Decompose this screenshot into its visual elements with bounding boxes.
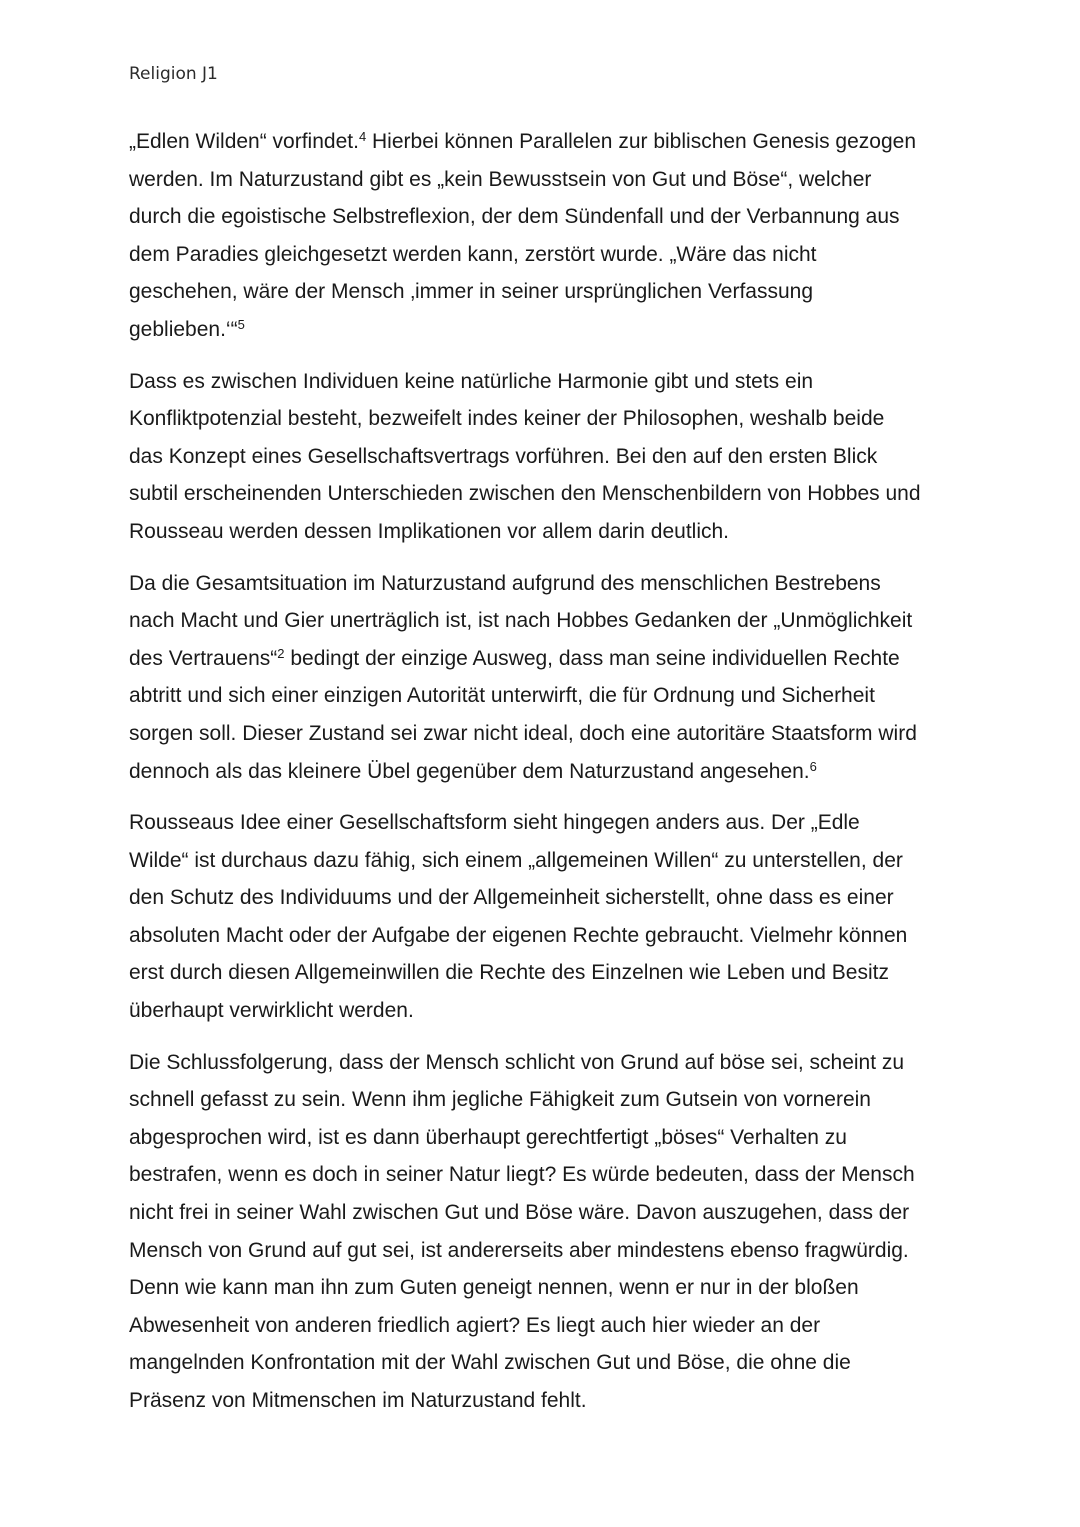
line-text: Mensch von Grund auf gut sei, ist andererseits aber mindestens ebenso fragwürdig. [129,1238,909,1262]
text-line [129,961,889,984]
line-text: Präsenz von Mitmenschen im Naturzustand fehlt. [129,1389,587,1412]
line-text: „Edlen Wilden“ vorfindet. [129,130,359,153]
line-text: absoluten Macht oder der Aufgabe der eigenen Rechte gebraucht. Vielmehr können [129,923,908,947]
footnote-marker: 5 [237,316,245,332]
line-text: Die Schlussfolgerung, dass der Mensch schlicht von Grund auf böse sei, scheint zu [129,1050,905,1074]
text-line [129,318,245,341]
text-line [129,168,871,191]
line-text: nicht frei in seiner Wahl zwischen Gut und Böse wäre. Davon auszugehen, dass der [129,1201,910,1225]
footnote-marker: 6 [809,758,817,774]
line-text: das Konzept eines Gesellschaftsvertrags vorführen. Bei den auf den ersten Blick [129,444,878,468]
line-text: werden. Im Naturzustand gibt es „kein Bewusstsein von Gut und Böse“, welcher [129,167,872,191]
text-line [129,647,900,670]
text-line [129,760,817,783]
footnote-marker: 4 [358,129,367,144]
line-text: Konfliktpotenzial besteht, bezweifelt indes keiner der Philosophen, weshalb beide [129,407,885,431]
text-line [129,1201,909,1224]
document-body [129,123,959,1434]
text-line [129,520,729,543]
text-line [129,1351,851,1374]
text-line [129,1163,915,1186]
line-text: überhaupt verwirklicht werden. [129,999,414,1023]
line-text: abtritt und sich einer einzigen Autorität unterwirft, die für Ordnung und Sicherheit [129,684,875,708]
line-text: geschehen, wäre der Mensch ‚immer in seiner ursprünglichen Verfassung [129,280,814,304]
line-text: dem Paradies gleichgesetzt werden kann, zerstört wurde. „Wäre das nicht [129,242,817,266]
line-text: subtil erscheinenden Unterschieden zwischen den Menschenbildern von Hobbes und [129,482,921,506]
text-line [129,722,917,745]
text-line [129,1088,871,1111]
text-line [129,924,907,947]
line-text: des Vertrauens“ [129,646,278,670]
line-text: Da die Gesamtsituation im Naturzustand aufgrund des menschlichen Bestrebens [129,571,881,595]
text-line [129,572,881,595]
text-line [129,1276,859,1299]
line-text-continued: Hierbei können Parallelen zur biblischen Genesis gezogen [366,130,917,153]
text-line [129,280,813,303]
paragraph [129,363,959,551]
footnote-marker: 2 [277,645,285,661]
text-line [129,370,813,393]
text-line [129,609,912,632]
paragraph [129,1044,959,1420]
text-line [129,243,817,266]
text-line [129,205,900,228]
text-line [129,407,884,430]
text-line [129,811,860,834]
text-line [129,130,916,153]
line-text-continued: bedingt der einzige Ausweg, dass man seine individuellen Rechte [284,646,900,670]
line-text: nach Macht und Gier unerträglich ist, ist nach Hobbes Gedanken der „Unmöglichkeit [129,609,913,633]
text-line [129,1051,904,1074]
line-text: Wilde“ ist durchaus dazu fähig, sich einem „allgemeinen Willen“ zu unterstellen, der [129,848,903,872]
text-line [129,1239,909,1262]
line-text: erst durch diesen Allgemeinwillen die Rechte des Einzelnen wie Leben und Besitz [129,961,889,985]
line-text: schnell gefasst zu sein. Wenn ihm jegliche Fähigkeit zum Gutsein von vornerein [129,1088,871,1112]
line-text: sorgen soll. Dieser Zustand sei zwar nicht ideal, doch eine autoritäre Staatsform wird [129,721,917,745]
line-text: Rousseau werden dessen Implikationen vor allem darin deutlich. [129,519,729,543]
text-line [129,1314,820,1337]
line-text: durch die egoistische Selbstreflexion, der dem Sündenfall und der Verbannung aus [129,205,900,229]
paragraph [129,565,959,791]
paragraph [129,804,959,1030]
paragraph [129,123,959,349]
text-line [129,999,414,1022]
text-line [129,482,921,505]
text-line [129,886,894,909]
text-line [129,445,877,468]
line-text: Denn wie kann man ihn zum Guten geneigt nennen, wenn er nur in der bloßen [129,1276,859,1300]
line-text: geblieben.‘“ [129,317,238,341]
text-line [129,849,903,872]
line-text: mangelnden Konfrontation mit der Wahl zwischen Gut und Böse, die ohne die [129,1351,851,1375]
text-line [129,1389,587,1412]
line-text: Rousseaus Idee einer Gesellschaftsform sieht hingegen anders aus. Der „Edle [129,811,860,835]
line-text: Abwesenheit von anderen friedlich agiert? Es liegt auch hier wieder an der [129,1313,821,1337]
text-line [129,1126,847,1149]
line-text: den Schutz des Individuums und der Allgemeinheit sicherstellt, ohne dass es einer [129,886,894,910]
line-text: Dass es zwischen Individuen keine natürliche Harmonie gibt und stets ein [129,369,814,393]
page-header: Religion J1 [129,64,218,84]
line-text: bestrafen, wenn es doch in seiner Natur liegt? Es würde bedeuten, dass der Mensch [129,1163,915,1187]
line-text: abgesprochen wird, ist es dann überhaupt gerechtfertigt „böses“ Verhalten zu [129,1125,847,1149]
line-text: dennoch als das kleinere Übel gegenüber dem Naturzustand angesehen. [129,759,810,783]
text-line [129,684,875,707]
